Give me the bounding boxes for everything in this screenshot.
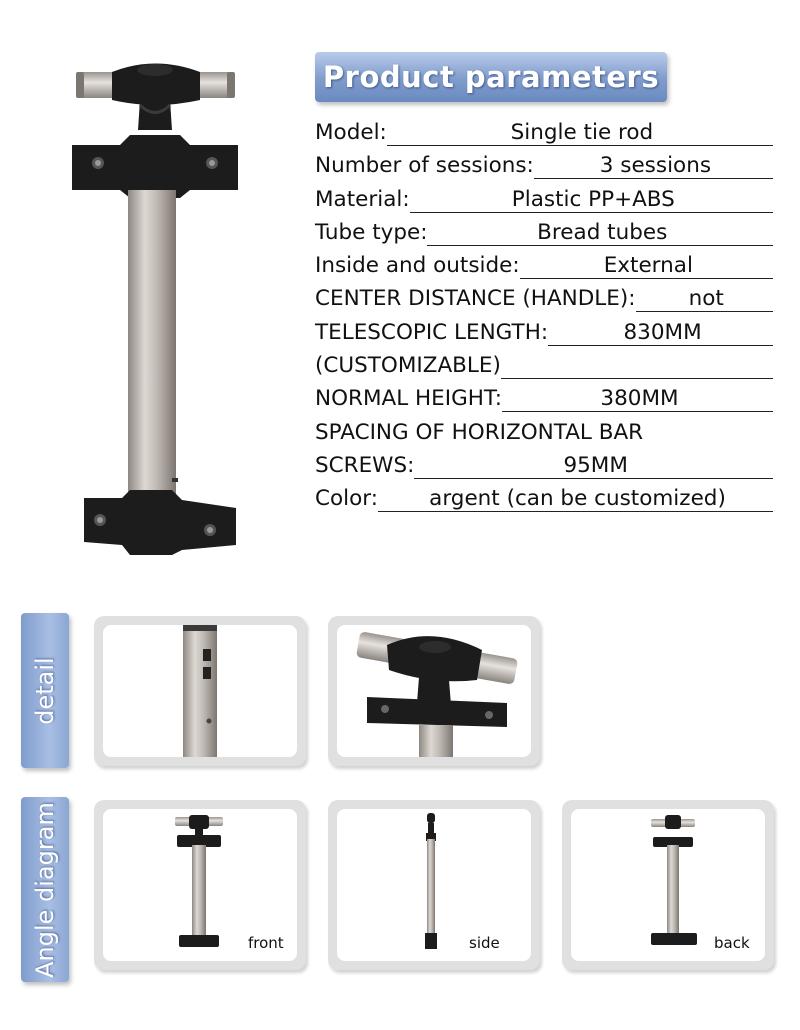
detail-card-tube <box>94 616 306 766</box>
detail-section-tab <box>21 613 69 768</box>
angle-card-back <box>562 800 774 970</box>
param-row-center-distance <box>315 282 773 315</box>
param-label: Number of sessions: <box>315 153 534 179</box>
param-value: External <box>520 249 773 279</box>
param-label: Tube type: <box>315 219 428 245</box>
param-row-spacing <box>315 416 773 449</box>
angle-card-side <box>328 800 540 970</box>
param-label: SCREWS: <box>315 452 415 478</box>
param-row-model <box>315 116 773 149</box>
param-value: 3 sessions <box>534 149 773 179</box>
param-value: argent (can be customized) <box>378 482 773 512</box>
angle-diagram-section-tab <box>21 797 69 982</box>
param-row-sessions <box>315 149 773 182</box>
param-row-color <box>315 482 773 515</box>
param-label: (CUSTOMIZABLE) <box>315 353 501 379</box>
parameters-title-banner <box>315 52 667 102</box>
param-row-inside-outside <box>315 249 773 282</box>
param-value: Plastic PP+ABS <box>410 183 773 213</box>
param-row-customizable <box>315 349 773 382</box>
handle-detail-image <box>337 625 531 757</box>
product-main-image <box>60 50 260 570</box>
param-value: 380MM <box>502 382 773 412</box>
view-label-side: side <box>469 934 500 952</box>
view-label-front: front <box>248 934 284 952</box>
param-value: 830MM <box>548 316 773 346</box>
param-row-tube-type <box>315 216 773 249</box>
side-view-image <box>337 809 531 961</box>
tube-detail-image <box>103 625 297 757</box>
param-label: Model: <box>315 120 387 145</box>
param-row-screws <box>315 449 773 482</box>
view-label-back: back <box>714 934 750 952</box>
param-label: Inside and outside: <box>315 253 520 279</box>
param-label: NORMAL HEIGHT: <box>315 386 502 412</box>
param-label: CENTER DISTANCE (HANDLE): <box>315 286 636 312</box>
param-label: Color: <box>315 486 378 512</box>
param-label: Material: <box>315 186 410 212</box>
parameters-title: Product parameters <box>322 60 660 94</box>
param-row-material <box>315 183 773 216</box>
angle-tab-label: Angle diagram <box>31 801 59 978</box>
param-label: SPACING OF HORIZONTAL BAR <box>315 419 644 445</box>
detail-tab-label: detail <box>31 656 59 725</box>
detail-card-handle <box>328 616 540 766</box>
param-value: not <box>636 282 774 312</box>
param-value: 95MM <box>414 449 773 479</box>
param-row-telescopic-length <box>315 316 773 349</box>
angle-card-front <box>94 800 306 970</box>
param-value <box>501 349 773 379</box>
parameters-list <box>315 116 773 516</box>
param-value: Bread tubes <box>427 216 773 246</box>
param-value: Single tie rod <box>387 116 773 146</box>
param-row-normal-height <box>315 382 773 415</box>
param-label: TELESCOPIC LENGTH: <box>315 319 549 345</box>
